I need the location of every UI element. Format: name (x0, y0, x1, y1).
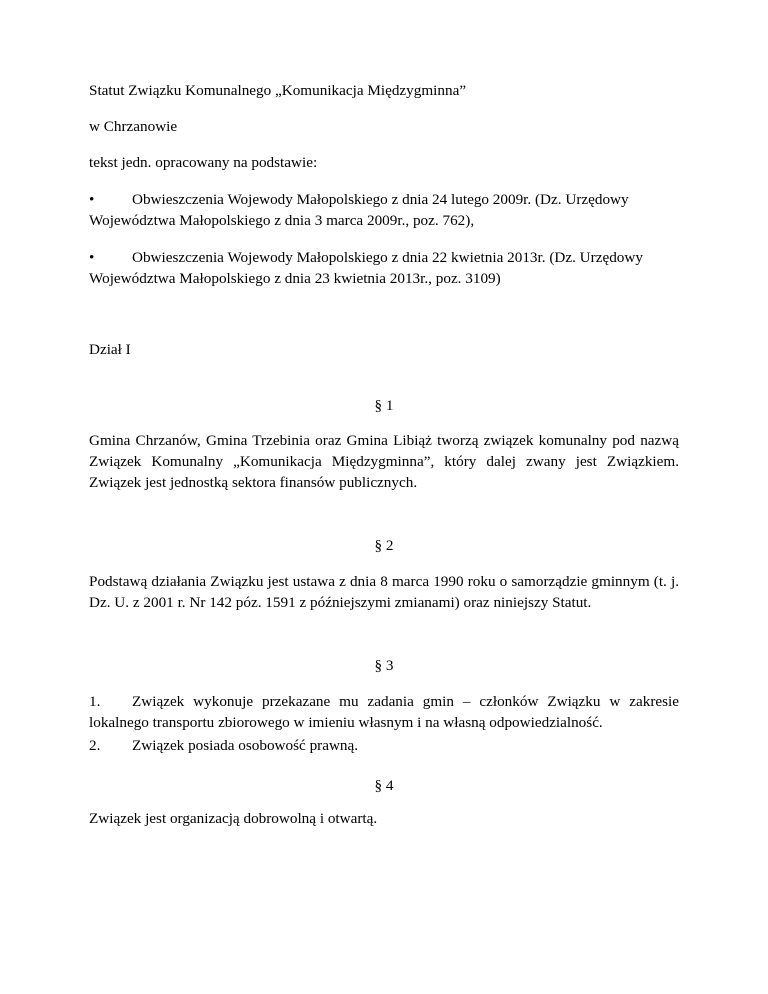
paragraph-text: Związek jest organizacją dobrowolną i otwartą. (89, 810, 378, 827)
list-item-text: Związek posiada osobowość prawną. (132, 737, 359, 754)
paragraph-mark: § 1 (374, 397, 394, 414)
bullet-icon: • (89, 191, 95, 208)
document-title: Statut Związku Komunalnego „Komunikacja Międzygminna” (89, 82, 467, 99)
paragraph-mark: § 2 (374, 537, 394, 554)
list-item-number: 2. (89, 737, 101, 754)
source-item (89, 247, 679, 289)
paragraph-mark: § 4 (374, 777, 394, 794)
bullet-icon: • (89, 249, 95, 266)
list-item-text: Związek wykonuje przekazane mu zadania gmin – członków Związku w zakresie lokalnego transportu zbiorowego w imieniu własnym i na własną odpowiedzialność. (89, 693, 679, 731)
source-line: Województwa Małopolskiego z dnia 23 kwietnia 2013r., poz. 3109) (89, 270, 501, 287)
paragraph-text: Podstawą działania Związku jest ustawa z dnia 8 marca 1990 roku o samorządzie gminnym (t. j. Dz. U. z 2001 r. Nr 142 póz. 1591 z późniejszymi zmianami) oraz niniejszy Statut. (89, 573, 679, 611)
source-line: Województwa Małopolskiego z dnia 3 marca 2009r., poz. 762), (89, 212, 475, 229)
paragraph-text: Gmina Chrzanów, Gmina Trzebinia oraz Gmina Libiąż tworzą związek komunalny pod nazwą Związek Komunalny „Komunikacja Międzygminna”, który dalej zwany jest Związkiem. Związek jest jednostką sektora finansów publicznych. (89, 432, 679, 491)
section-title: Dział I (89, 341, 131, 358)
list-item-number: 1. (89, 693, 101, 710)
source-item (89, 189, 679, 231)
list-item (89, 735, 679, 756)
paragraph-mark: § 3 (374, 657, 394, 674)
basis-intro: tekst jedn. opracowany na podstawie: (89, 154, 318, 171)
list-item (89, 691, 679, 733)
document-location: w Chrzanowie (89, 118, 178, 135)
source-line: Obwieszczenia Wojewody Małopolskiego z dnia 22 kwietnia 2013r. (Dz. Urzędowy (132, 249, 643, 266)
source-line: Obwieszczenia Wojewody Małopolskiego z dnia 24 lutego 2009r. (Dz. Urzędowy (132, 191, 629, 208)
